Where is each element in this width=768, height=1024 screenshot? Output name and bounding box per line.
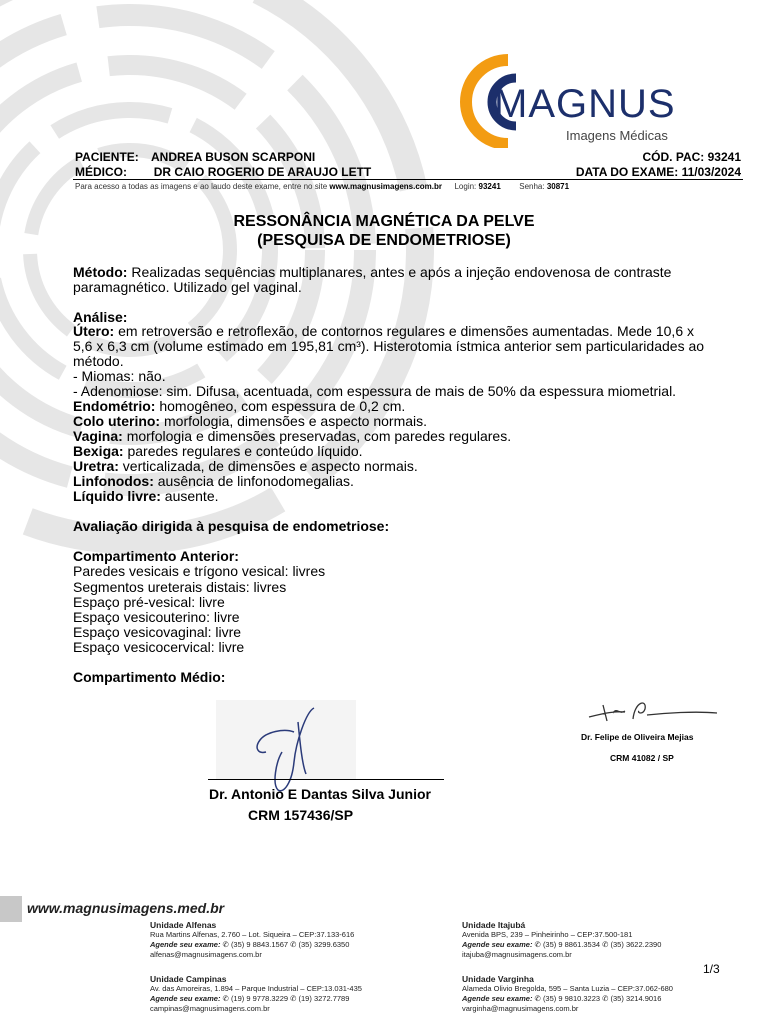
unit-name: Unidade Campinas: [150, 974, 227, 984]
anterior-item: Espaço vesicouterino: livre: [73, 609, 240, 625]
unit-phone-row: [462, 994, 752, 1004]
logo-name: MAGNUS: [494, 82, 676, 126]
data-exame: DATA DO EXAME: 11/03/2024: [575, 165, 741, 179]
unit-address: Av. das Amoreiras, 1.894 – Parque Industrial – CEP:13.031-435: [150, 984, 362, 993]
paciente-row: [75, 150, 315, 164]
linfonodos-text: ausência de linfonodomegalias.: [157, 473, 354, 489]
uretra-line: [73, 459, 733, 474]
unit-address: Avenida BPS, 239 – Pinheirinho – CEP:37.500-181: [462, 930, 633, 939]
anterior-item: Espaço vesicovaginal: livre: [73, 624, 242, 640]
medico-row: [75, 165, 371, 179]
login-label: Login:: [454, 182, 477, 191]
unit-phone: (35) 9 8861.3534 ✆ (35) 3622.2390: [542, 940, 662, 949]
anterior-item: Espaço pré-vesical: livre: [73, 594, 225, 610]
whatsapp-icon: ✆: [534, 994, 541, 1003]
unit-phone-row: [462, 940, 752, 950]
access-info: [75, 182, 569, 192]
unit-email[interactable]: itajuba@magnusimagens.com.br: [462, 950, 572, 959]
uretra-label: Uretra:: [73, 458, 119, 474]
linfonodos-line: [73, 474, 733, 489]
magnus-logo: [438, 52, 698, 148]
paciente-value: ANDREA BUSON SCARPONI: [151, 150, 316, 164]
senha-value: 30871: [546, 182, 570, 191]
signature-scribble-right: [585, 695, 725, 725]
footer-accent-bar: [0, 896, 22, 922]
agende-label: Agende seu exame:: [462, 994, 533, 1003]
avaliacao-heading: Avaliação dirigida à pesquisa de endometriose:: [73, 518, 390, 534]
senha-label: Senha:: [519, 182, 545, 191]
unit-email[interactable]: alfenas@magnusimagens.com.br: [150, 950, 262, 959]
unit-varginha: [462, 974, 752, 1014]
bexiga-line: [73, 444, 733, 459]
header-divider: [73, 179, 743, 180]
unit-phone-row: [150, 940, 440, 950]
page-number: 1/3: [703, 962, 720, 976]
report-title-line2: (PESQUISA DE ENDOMETRIOSE): [257, 232, 511, 249]
analise-heading: Análise:: [73, 309, 128, 325]
unit-address: Rua Martins Alfenas, 2.760 – Lot. Siqueira – CEP:37.133-616: [150, 930, 355, 939]
utero-label: Útero:: [73, 323, 115, 339]
colo-label: Colo uterino:: [73, 413, 161, 429]
endometrio-label: Endométrio:: [73, 398, 156, 414]
left-doctor-name: Dr. Antonio E Dantas Silva Junior: [209, 786, 431, 802]
whatsapp-icon: ✆: [222, 994, 229, 1003]
unit-phone: (35) 9 8843.1567 ✆ (35) 3299.6350: [230, 940, 350, 949]
unit-phone: (35) 9 9810.3223 ✆ (35) 3214.9016: [542, 994, 662, 1003]
vagina-label: Vagina:: [73, 428, 123, 444]
whatsapp-icon: ✆: [534, 940, 541, 949]
unit-email[interactable]: varginha@magnusimagens.com.br: [462, 1004, 579, 1013]
bexiga-label: Bexiga:: [73, 443, 124, 459]
adenomiose-line: - Adenomiose: sim. Difusa, acentuada, com espessura de mais de 50% da espessura miometrial.: [73, 383, 677, 399]
paciente-label: PACIENTE:: [75, 150, 139, 164]
footer-site-link[interactable]: www.magnusimagens.med.br: [27, 900, 225, 916]
liquido-label: Líquido livre:: [73, 488, 161, 504]
metodo-text1: Realizadas sequências multiplanares, antes e após a injeção endovenosa de contraste: [131, 264, 672, 280]
unit-name: Unidade Alfenas: [150, 920, 217, 930]
agende-label: Agende seu exame:: [462, 940, 533, 949]
colo-line: [73, 414, 733, 429]
vagina-text: morfologia e dimensões preservadas, com paredes regulares.: [126, 428, 512, 444]
right-doctor-crm: CRM 41082 / SP: [610, 753, 674, 763]
endometrio-line: [73, 399, 733, 414]
bexiga-text: paredes regulares e conteúdo líquido.: [127, 443, 363, 459]
signature-scribble-left: [236, 702, 336, 797]
compartimento-medio-heading: Compartimento Médio:: [73, 669, 226, 685]
metodo-text2: paramagnético. Utilizado gel vaginal.: [73, 279, 302, 295]
signature-line: [208, 779, 444, 780]
unit-campinas: [150, 974, 440, 1014]
unit-name: Unidade Varginha: [462, 974, 534, 984]
anterior-item: Espaço vesicocervical: livre: [73, 639, 245, 655]
unit-phone: (19) 9 9778.3229 ✆ (19) 3272.7789: [230, 994, 350, 1003]
utero-text1: em retroversão e retroflexão, de contornos regulares e dimensões aumentadas. Mede 10,6 x: [118, 323, 694, 339]
liquido-text: ausente.: [164, 488, 219, 504]
agende-label: Agende seu exame:: [150, 940, 221, 949]
unit-address: Alameda Olivio Bregolda, 595 – Santa Luzia – CEP:37.062-680: [462, 984, 673, 993]
right-doctor-name: Dr. Felipe de Oliveira Mejias: [581, 732, 694, 742]
linfonodos-label: Linfonodos:: [73, 473, 154, 489]
medico-value: DR CAIO ROGERIO DE ARAUJO LETT: [153, 165, 372, 179]
endometrio-text: homogêneo, com espessura de 0,2 cm.: [159, 398, 406, 414]
vagina-line: [73, 429, 733, 444]
whatsapp-icon: ✆: [222, 940, 229, 949]
logo-subtitle: Imagens Médicas: [566, 128, 668, 143]
access-text: Para acesso a todas as imagens e ao laudo deste exame, entre no site: [75, 182, 328, 191]
uretra-text: verticalizada, de dimensões e aspecto normais.: [122, 458, 418, 474]
miomas-line: - Miomas: não.: [73, 368, 166, 384]
metodo-label: Método:: [73, 264, 128, 280]
access-site-link[interactable]: www.magnusimagens.com.br: [329, 182, 443, 191]
compartimento-anterior-heading: Compartimento Anterior:: [73, 548, 239, 564]
unit-phone-row: [150, 994, 440, 1004]
left-doctor-crm: CRM 157436/SP: [248, 807, 354, 823]
unit-email[interactable]: campinas@magnusimagens.com.br: [150, 1004, 270, 1013]
utero-text3: método.: [73, 353, 124, 369]
unit-alfenas: [150, 920, 440, 960]
agende-label: Agende seu exame:: [150, 994, 221, 1003]
liquido-line: [73, 489, 733, 504]
utero-text2: 5,6 x 6,3 cm (volume estimado em 195,81 cm³). Histerotomia ístmica anterior sem particularidades ao: [73, 338, 705, 354]
utero-line1: [73, 324, 733, 339]
login-value: 93241: [478, 182, 501, 191]
anterior-item: Segmentos ureterais distais: livres: [73, 579, 287, 595]
anterior-item: Paredes vesicais e trígono vesical: livres: [73, 563, 326, 579]
cod-pac: CÓD. PAC: 93241: [642, 150, 741, 164]
colo-text: morfologia, dimensões e aspecto normais.: [164, 413, 428, 429]
unit-name: Unidade Itajubá: [462, 920, 526, 930]
medico-label: MÉDICO:: [75, 165, 127, 179]
unit-itajuba: [462, 920, 752, 960]
metodo-line1: [73, 265, 733, 280]
report-title-line1: RESSONÂNCIA MAGNÉTICA DA PELVE: [233, 213, 535, 230]
